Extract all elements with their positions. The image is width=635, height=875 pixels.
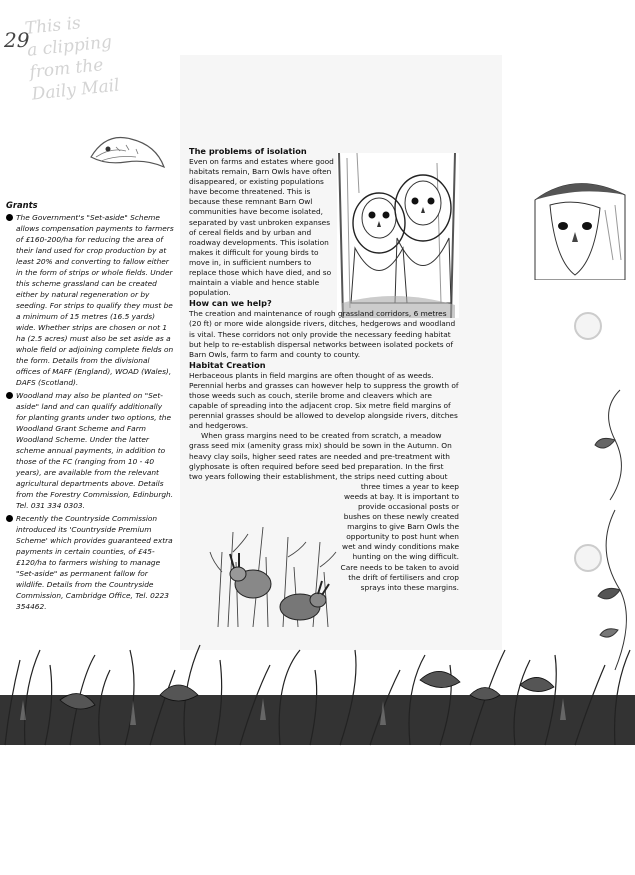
grass-foliage-border-illustration xyxy=(0,640,635,750)
habitat-text-1: Herbaceous plants in field margins are often thought of as weeds. Perennial herbs and grasses can however help to suppress the growth of those weeds such as couch, sterile brome and cleavers which are capable of spreading into the adjacent crop. Six metre field margins of perennial grasses should be allowed to develop alongside rivers, ditches and hedgerows. xyxy=(189,370,459,431)
grants-column xyxy=(6,200,174,614)
right-edge-foliage-illustration xyxy=(580,380,635,680)
punch-hole xyxy=(574,312,602,340)
isolation-heading: The problems of isolation xyxy=(189,146,307,156)
grant-bullet-text: Recently the Countryside Commission introduced its 'Countryside Premium Scheme' which provides guaranteed extra payments in certain counties, of £45-£120/ha to farmers wishing to manage "Set-aside" as permanent fallow for wildlife. Details from the Countryside Commission, Cambridge Office, Tel. 0223 354462. xyxy=(16,514,173,611)
grant-bullet xyxy=(6,390,174,511)
isolation-text: Even on farms and estates where good habitats remain, Barn Owls have often disappeared, or existing populations have become threatened. This is because these remnant Barn Owl communities have become isolated, separated by vast unbroken expanses of cereal fields and by urban and roadway developments. This isolation makes it difficult for young birds to move in, in sufficient numbers to replace those which have died, and so maintain a viable and hence stable population. xyxy=(189,157,334,298)
handwritten-line: This is xyxy=(23,13,82,39)
handwritten-note xyxy=(24,2,182,105)
handwritten-line: a clipping xyxy=(26,32,113,61)
grant-bullet xyxy=(6,212,174,388)
habitat-text-3: three times a year to keep weeds at bay. It is important to provide occasional posts or bushes on these newly created margins to give Barn Owls the opportunity to post hunt when wet and windy conditions make hunting on the wing difficult. Care needs to be taken to avoid the drift of fertilisers and crop sprays into these margins. xyxy=(340,481,459,592)
bullet-dot-icon xyxy=(6,515,13,522)
small-owl-illustration xyxy=(86,127,168,187)
handwritten-line: Daily Mail xyxy=(30,75,121,105)
grant-bullet-text: The Government's "Set-aside" Scheme allows compensation payments to farmers of £160-200/ha for reducing the area of their land used for crop production by at least 20% and converting to fallow either in the form of strips or whole fields. Under this scheme grassland can be created either by natural regeneration or by seeding. For strips to qualify they must be a minimum of 15 metres (16.5 yards) wide. Whether strips are chosen or not 1 ha (2.5 acres) must also be set aside as a whole field or adjoining complete fields on the form. Details from the divisional offices of MAFF (England), WOAD (Wales), DAFS (Scotland). xyxy=(16,213,174,387)
habitat-text-2: When grass margins need to be created from scratch, a meadow grass seed mix (amenity grass mix) should be sown in the Autumn. On heavy clay soils, higher seed rates are needed and pre-treatment with glyphosate is often required before seed bed preparation. In the first two years following their establishment, the strips need cutting about xyxy=(189,431,452,481)
grant-bullet-text: Woodland may also be planted on "Set-aside" land and can qualify additionally for planting grants under two options, the Woodland Grant Scheme and Farm Woodland Scheme. Under the latter scheme annual payments, in addition to those of the FC (ranging from 10 - 40 years), are available from the relevant agricultural departments above. Details from the Forestry Commission, Edinburgh. Tel. 031 334 0303. xyxy=(16,391,174,510)
help-text: The creation and maintenance of rough grassland corridors, 6 metres (20 ft) or more wide alongside rivers, ditches, hedgerows and woodland is vital. These corridors not only provide the necessary feeding habitat but help to re-establish dispersal networks between isolated pockets of Barn Owls, farm to farm and county to county. xyxy=(189,309,456,359)
page-number: 29 xyxy=(4,28,30,52)
habitat-heading: Habitat Creation xyxy=(189,359,266,370)
bullet-dot-icon xyxy=(6,392,13,399)
grants-heading: Grants xyxy=(6,200,38,210)
bullet-dot-icon xyxy=(6,214,13,221)
help-heading: How can we help? xyxy=(189,298,272,309)
rabbits-in-grass-illustration xyxy=(208,512,340,630)
barn-owl-portrait-illustration xyxy=(530,170,630,280)
handwritten-line: from the xyxy=(28,55,105,83)
grant-bullet xyxy=(6,513,174,612)
